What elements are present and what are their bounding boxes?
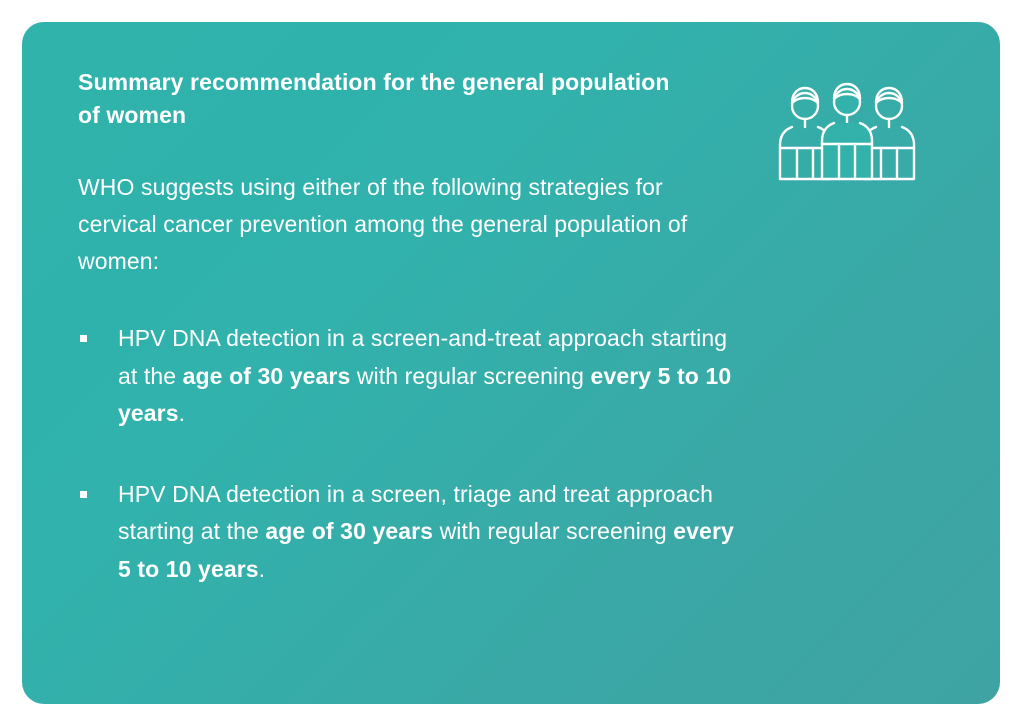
card-content [78,66,944,664]
page-title: Summary recommendation for the general population of women [78,69,670,129]
list-item [78,476,738,588]
intro-paragraph: WHO suggests using either of the following strategies for cervical cancer prevention among the general population of women: [78,173,688,275]
recommendation-card [22,22,1000,704]
group-of-women-icon [772,76,922,186]
bullet-marker-icon [80,491,87,498]
list-item [78,320,738,432]
list-item-text: HPV DNA detection in a screen, triage and treat approach starting at the age of 30 years with regular screening every 5 to 10 years. [118,481,734,582]
list-item-text: HPV DNA detection in a screen-and-treat approach starting at the age of 30 years with regular screening every 5 to 10 years. [118,325,732,426]
recommendation-list [78,320,738,588]
bullet-marker-icon [80,335,87,342]
